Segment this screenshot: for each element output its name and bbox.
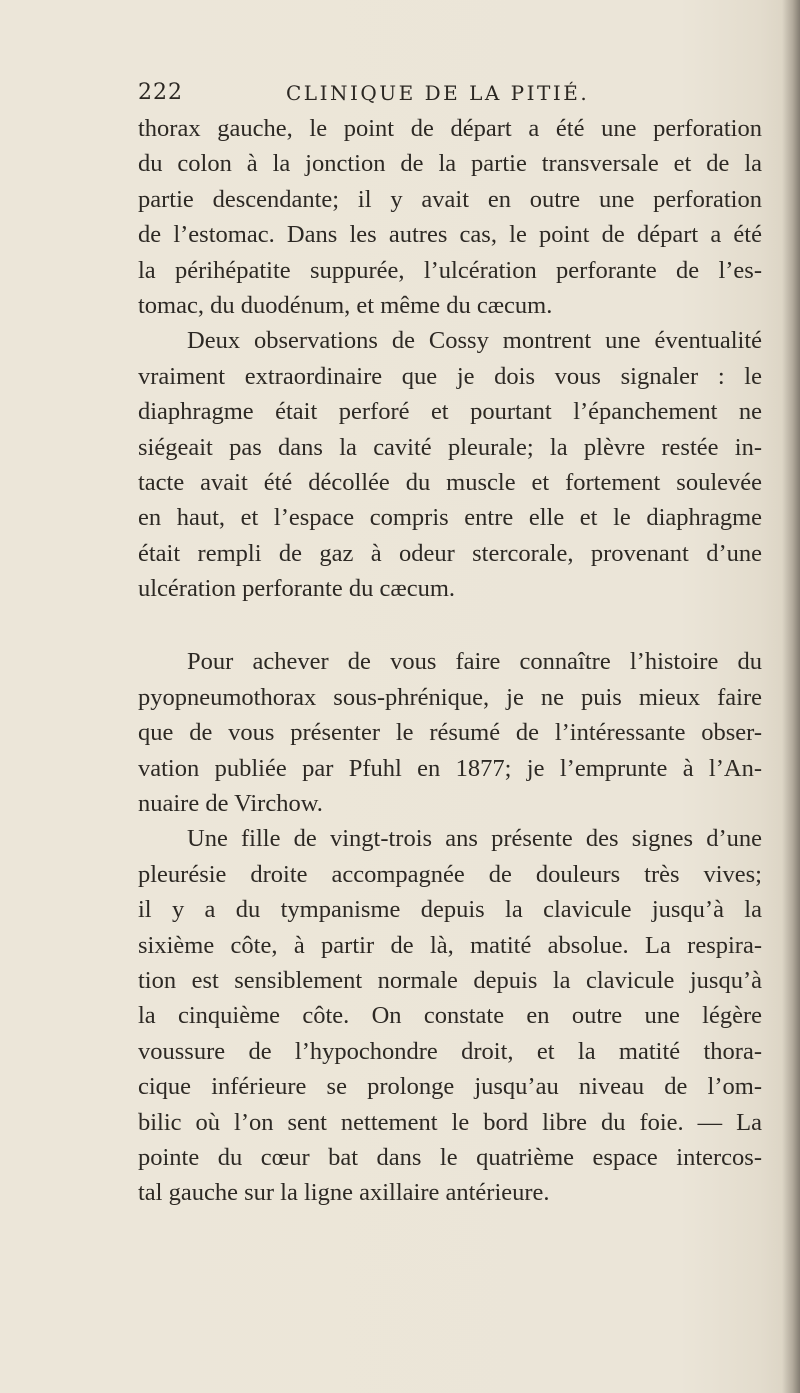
text-line: du colon à la jonction de la partie transversale et de la — [138, 150, 762, 178]
section-gap — [138, 606, 762, 644]
text-line: diaphragme était perforé et pourtant l’épanchement ne — [138, 398, 762, 426]
page-edge-shadow — [782, 0, 800, 1393]
text-line: Deux observations de Cossy montrent une éventualité — [187, 327, 762, 355]
text-line: thorax gauche, le point de départ a été une perforation — [138, 115, 762, 142]
text-line: tal gauche sur la ligne axillaire antérieure. — [138, 1179, 550, 1207]
text-line: cique inférieure se prolonge jusqu’au niveau de l’om- — [138, 1073, 762, 1101]
text-line: vraiment extraordinaire que je dois vous signaler : le — [138, 362, 762, 390]
paragraph-1 — [138, 111, 762, 323]
text-line: en haut, et l’espace compris entre elle et le diaphragme — [138, 504, 762, 532]
text-line: nuaire de Virchow. — [138, 790, 323, 818]
text-line: pleurésie droite accompagnée de douleurs très vives; — [138, 860, 762, 888]
page-header — [138, 80, 778, 110]
running-title: CLINIQUE DE LA PITIÉ. — [286, 81, 590, 105]
text-line: pyopneumothorax sous-phrénique, je ne puis mieux faire — [138, 683, 762, 711]
text-line: sixième côte, à partir de là, matité absolue. La respira- — [138, 931, 762, 959]
text-line: Une fille de vingt-trois ans présente des signes d’une — [187, 825, 762, 853]
text-line: siégeait pas dans la cavité pleurale; la plèvre restée in- — [138, 433, 762, 461]
text-line: de l’estomac. Dans les autres cas, le point de départ a été — [138, 221, 762, 249]
text-line: ulcération perforante du cæcum. — [138, 575, 456, 603]
text-line: pointe du cœur bat dans le quatrième espace intercos- — [138, 1143, 762, 1171]
text-line: bilic où l’on sent nettement le bord libre du foie. — La — [138, 1108, 762, 1136]
paragraph-2 — [138, 323, 762, 606]
paragraph-4 — [138, 821, 762, 1210]
text-line: tion est sensiblement normale depuis la clavicule jusqu’à — [138, 966, 762, 994]
text-line: partie descendante; il y avait en outre une perforation — [138, 185, 762, 213]
text-line: la périhépatite suppurée, l’ulcération perforante de l’es- — [138, 256, 762, 284]
paragraph-3 — [138, 644, 762, 821]
text-line: que de vous présenter le résumé de l’intéressante obser- — [138, 719, 762, 747]
body-text — [138, 111, 762, 1211]
text-line: il y a du tympanisme depuis la clavicule jusqu’à la — [138, 896, 762, 924]
text-line: vation publiée par Pfuhl en 1877; je l’emprunte à l’An- — [138, 754, 762, 782]
page-number: 222 — [138, 80, 183, 105]
text-line: Pour achever de vous faire connaître l’histoire du — [187, 648, 762, 676]
text-line: était rempli de gaz à odeur stercorale, provenant d’une — [138, 539, 762, 567]
text-line: tomac, du duodénum, et même du cæcum. — [138, 291, 553, 319]
text-line: tacte avait été décollée du muscle et fortement soulevée — [138, 468, 762, 496]
text-line: voussure de l’hypochondre droit, et la matité thora- — [138, 1037, 762, 1065]
text-line: la cinquième côte. On constate en outre une légère — [138, 1002, 762, 1030]
